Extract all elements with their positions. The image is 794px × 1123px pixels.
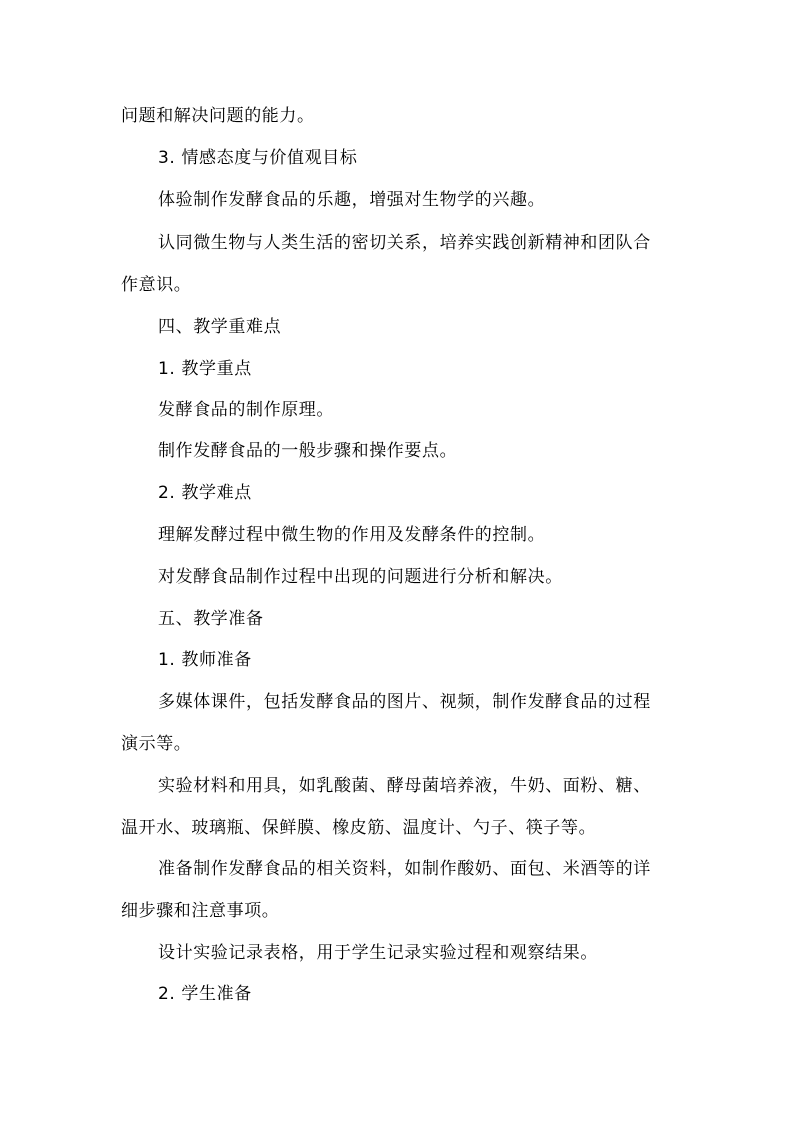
subheading-teacher-prep: 1. 教师准备 bbox=[158, 650, 252, 670]
paragraph-line: 设计实验记录表格，用于学生记录实验过程和观察结果。 bbox=[158, 943, 598, 963]
paragraph-line: 制作发酵食品的一般步骤和操作要点。 bbox=[158, 441, 458, 461]
paragraph-line: 理解发酵过程中微生物的作用及发酵条件的控制。 bbox=[158, 525, 546, 545]
paragraph-line: 温开水、玻璃瓶、保鲜膜、橡皮筋、温度计、勺子、筷子等。 bbox=[121, 818, 597, 838]
paragraph-line: 细步骤和注意事项。 bbox=[121, 901, 280, 921]
section-heading-3-affective-goals: 3. 情感态度与价值观目标 bbox=[158, 148, 358, 168]
paragraph-line: 演示等。 bbox=[121, 734, 192, 754]
paragraph-line: 体验制作发酵食品的乐趣，增强对生物学的兴趣。 bbox=[158, 190, 546, 210]
paragraph-line: 对发酵食品制作过程中出现的问题进行分析和解决。 bbox=[158, 567, 563, 587]
paragraph-line: 准备制作发酵食品的相关资料，如制作酸奶、面包、米酒等的详 bbox=[158, 859, 651, 879]
paragraph-line: 发酵食品的制作原理。 bbox=[158, 400, 334, 420]
subheading-teaching-focus: 1. 教学重点 bbox=[158, 359, 252, 379]
paragraph-line: 问题和解决问题的能力。 bbox=[121, 106, 315, 126]
subheading-student-prep: 2. 学生准备 bbox=[158, 984, 252, 1004]
paragraph-line: 认同微生物与人类生活的密切关系，培养实践创新精神和团队合 bbox=[158, 233, 651, 253]
paragraph-line: 多媒体课件，包括发酵食品的图片、视频，制作发酵食品的过程 bbox=[158, 692, 651, 712]
paragraph-line: 作意识。 bbox=[121, 275, 192, 295]
paragraph-line: 实验材料和用具，如乳酸菌、酵母菌培养液，牛奶、面粉、糖、 bbox=[158, 776, 651, 796]
subheading-teaching-difficulty: 2. 教学难点 bbox=[158, 483, 252, 503]
section-heading-5: 五、教学准备 bbox=[158, 609, 264, 629]
section-heading-4: 四、教学重难点 bbox=[158, 317, 282, 337]
